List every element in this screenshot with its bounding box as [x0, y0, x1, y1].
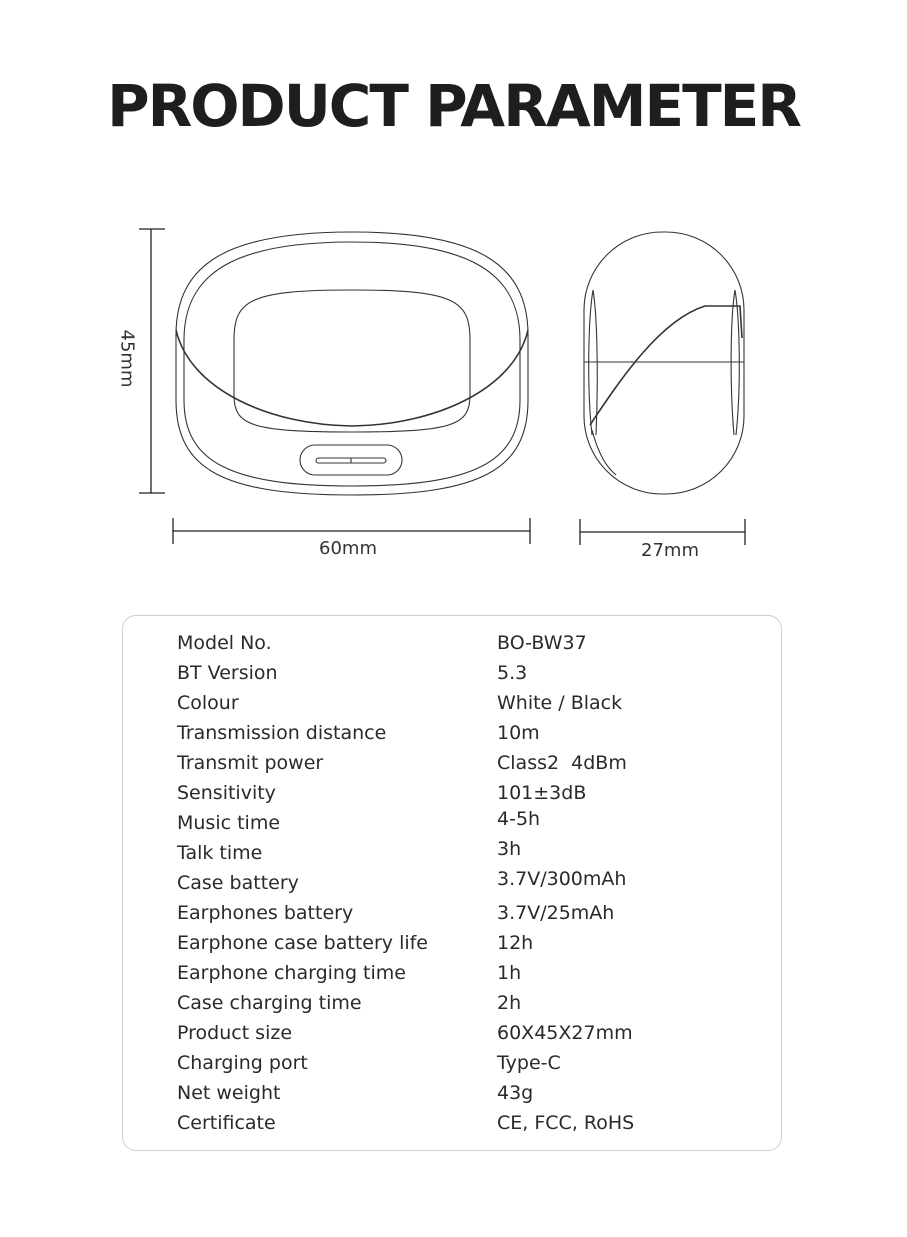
spec-label: Case charging time: [177, 992, 362, 1014]
width-dimension-label: 60mm: [319, 538, 377, 559]
spec-row: [123, 1112, 781, 1142]
spec-label: Earphone case battery life: [177, 932, 428, 954]
spec-label: Earphones battery: [177, 902, 354, 924]
page-title: PRODUCT PARAMETER: [107, 72, 800, 140]
spec-value: Type-C: [497, 1052, 561, 1074]
spec-value: Class2 4dBm: [497, 752, 627, 774]
spec-value: 1h: [497, 962, 522, 984]
spec-row: [123, 868, 781, 902]
spec-value: 3.7V/300mAh: [497, 868, 627, 890]
spec-row: [123, 662, 781, 692]
spec-label: Talk time: [177, 842, 263, 864]
spec-value: 2h: [497, 992, 522, 1014]
spec-label: Transmission distance: [177, 722, 387, 744]
spec-value: 3.7V/25mAh: [497, 902, 615, 924]
spec-value: 12h: [497, 932, 534, 954]
spec-label: Net weight: [177, 1082, 281, 1104]
spec-row: [123, 1022, 781, 1052]
side-view-case-icon: [584, 232, 744, 494]
spec-value: BO-BW37: [497, 632, 587, 654]
spec-row: [123, 838, 781, 872]
spec-value: 101±3dB: [497, 782, 587, 804]
spec-value: 3h: [497, 838, 522, 860]
spec-label: Certificate: [177, 1112, 276, 1134]
spec-row: [123, 722, 781, 752]
spec-value: 43g: [497, 1082, 534, 1104]
spec-row: [123, 1082, 781, 1112]
spec-table: [122, 615, 782, 1151]
spec-row: [123, 992, 781, 1022]
product-dimension-drawing: [0, 0, 907, 600]
spec-value: 60X45X27mm: [497, 1022, 633, 1044]
spec-label: Charging port: [177, 1052, 308, 1074]
spec-label: Model No.: [177, 632, 272, 654]
spec-row: [123, 902, 781, 932]
spec-value: 5.3: [497, 662, 528, 684]
spec-row: [123, 932, 781, 962]
dimension-lines: [139, 229, 745, 545]
spec-label: Case battery: [177, 872, 299, 894]
spec-label: Colour: [177, 692, 239, 714]
front-view-case-icon: [176, 232, 528, 495]
spec-row: [123, 782, 781, 812]
spec-row: [123, 1052, 781, 1082]
spec-row: [123, 752, 781, 782]
spec-row: [123, 962, 781, 992]
depth-dimension-label: 27mm: [641, 540, 699, 561]
spec-label: Product size: [177, 1022, 293, 1044]
spec-value: White / Black: [497, 692, 623, 714]
spec-value: CE, FCC, RoHS: [497, 1112, 635, 1134]
spec-label: BT Version: [177, 662, 278, 684]
spec-row: [123, 808, 781, 842]
height-dimension-label: 45mm: [116, 329, 138, 388]
spec-value: 10m: [497, 722, 540, 744]
spec-row: [123, 632, 781, 662]
spec-row: [123, 692, 781, 722]
spec-label: Transmit power: [177, 752, 324, 774]
spec-value: 4-5h: [497, 808, 541, 830]
spec-label: Music time: [177, 812, 281, 834]
spec-label: Sensitivity: [177, 782, 276, 804]
spec-label: Earphone charging time: [177, 962, 406, 984]
